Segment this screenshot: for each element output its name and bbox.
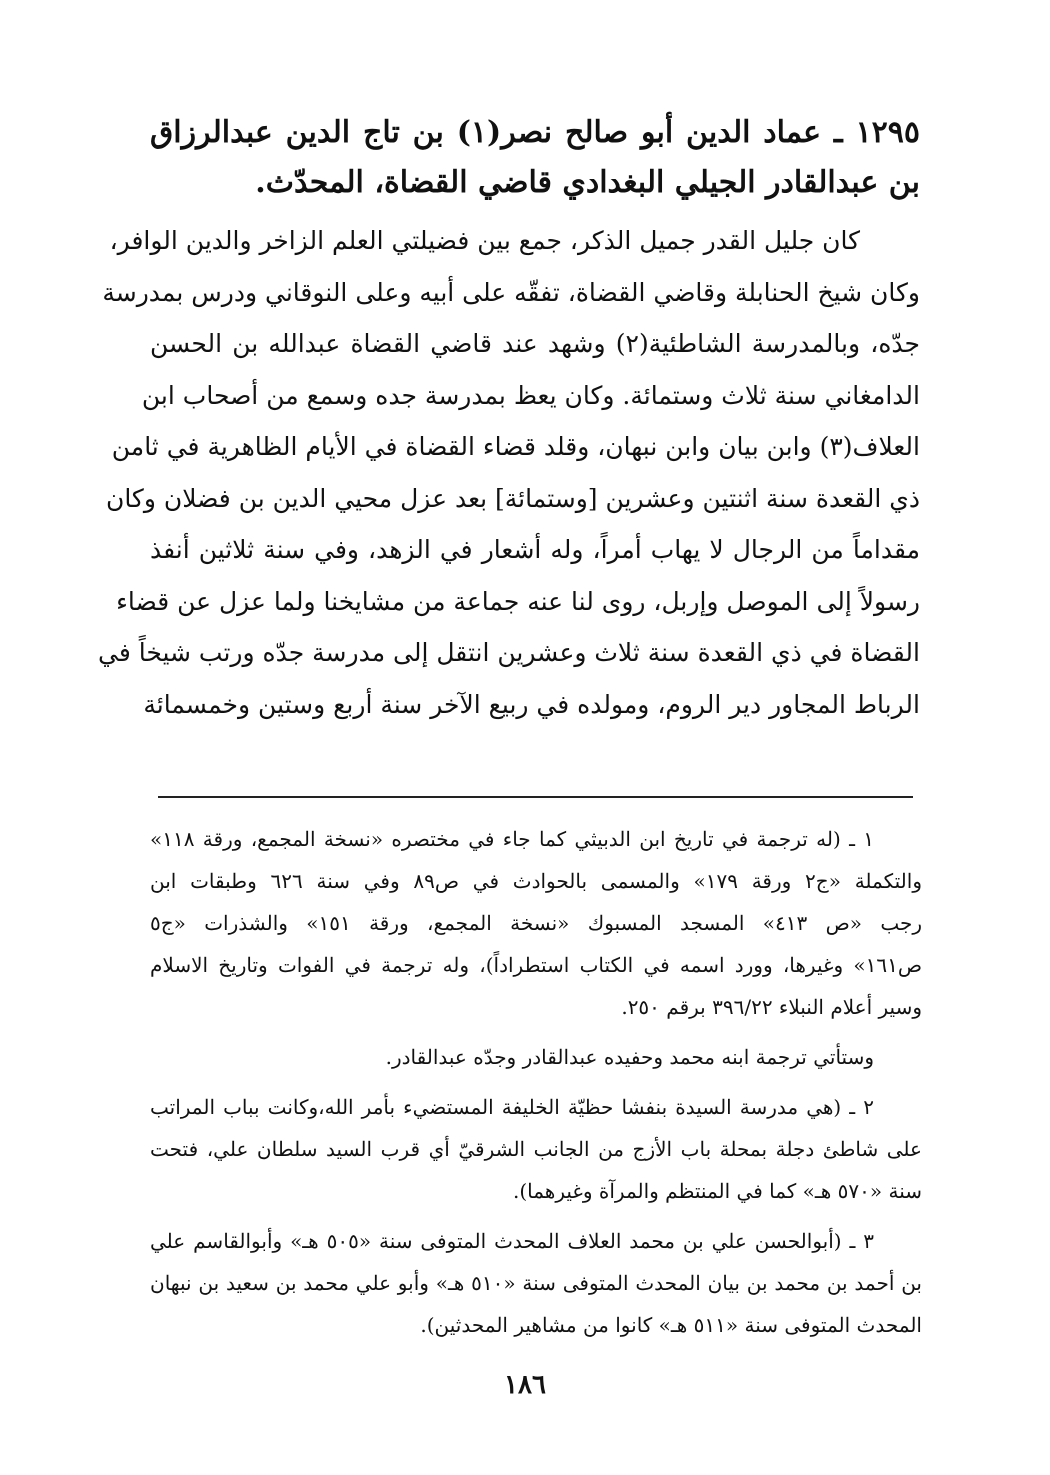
footnote-line: ١ ـ (له ترجمة في تاريخ ابن الدبيثي كما جاء في مختصره «نسخة المجمع، ورقة ١١٨» bbox=[150, 827, 874, 851]
footnote-line: ٣ ـ (أبوالحسن علي بن محمد العلاف المحدث المتوفى سنة «٥٠٥ هـ» وأبوالقاسم علي bbox=[150, 1229, 874, 1253]
footnote-line: وسير أعلام النبلاء ٣٩٦/٢٢ برقم ٢٥٠. bbox=[621, 995, 922, 1019]
footnote-line: على شاطئ دجلة بمحلة باب الأزج من الجانب الشرقيّ أي قرب السيد سلطان علي، فتحت bbox=[150, 1137, 922, 1161]
footnote-line: سنة «٥٧٠ هـ» كما في المنتظم والمرآة وغيرهما). bbox=[512, 1179, 922, 1203]
footnote-line: وستأتي ترجمة ابنه محمد وحفيده عبدالقادر وجدّه عبدالقادر. bbox=[385, 1045, 874, 1069]
body-line: العلاف(٣) وابن بيان وابن نبهان، وقلد قضاء القضاة في الأيام الظاهرية في ثامن bbox=[111, 432, 920, 461]
footnote-2 bbox=[150, 1086, 922, 1212]
body-line: ذي القعدة سنة اثنتين وعشرين [وستمائة] بعد عزل محيي الدين بن فضلان وكان bbox=[105, 483, 920, 513]
body-line: مقداماً من الرجال لا يهاب أمراً، وله أشعار في الزهد، وفي سنة ثلاثين أنفذ bbox=[150, 535, 920, 564]
body-line: كان جليل القدر جميل الذكر، جمع بين فضيلتي العلم الزاخر والدين الوافر، bbox=[109, 226, 860, 255]
footnote-line: ٢ ـ (هي مدرسة السيدة بنفشا حظيّة الخليفة المستضيء بأمر الله،وكانت بباب المراتب bbox=[150, 1095, 874, 1119]
footnotes bbox=[150, 818, 922, 1346]
footnote-line: بن أحمد بن محمد بن بيان المحدث المتوفى سنة «٥١٠ هـ» وأبو علي محمد بن سعيد بن نبهان bbox=[150, 1271, 922, 1295]
body-line: جدّه، وبالمدرسة الشاطئية(٢) وشهد عند قاضي القضاة عبدالله بن الحسن bbox=[150, 329, 920, 358]
footnote-line: والتكملة «ج٢ ورقة ١٧٩» والمسمى بالحوادث في ص٨٩ وفي سنة ٦٢٦ وطبقات ابن bbox=[150, 869, 922, 893]
entry-heading: ١٢٩٥ ـ عماد الدين أبو صالح نصر(١) بن تاج الدين عبدالرزاق بن عبدالقادر الجيلي البغدادي قاضي القضاة، المحدّث. bbox=[150, 115, 920, 200]
footnote-3 bbox=[150, 1220, 922, 1346]
body-line: القضاة في ذي القعدة سنة ثلاث وعشرين انتقل إلى مدرسة جدّه ورتب شيخاً في bbox=[98, 638, 920, 667]
footnote-1 bbox=[150, 818, 922, 1078]
body-line: وكان شيخ الحنابلة وقاضي القضاة، تفقّه على أبيه وعلى النوقاني ودرس بمدرسة bbox=[102, 277, 920, 307]
main-text bbox=[98, 215, 920, 730]
body-line: الدامغاني سنة ثلاث وستمائة. وكان يعظ بمدرسة جده وسمع من أصحاب ابن bbox=[141, 380, 920, 410]
footnote-line: المحدث المتوفى سنة «٥١١ هـ» كانوا من مشاهير المحدثين). bbox=[420, 1313, 922, 1337]
footnote-separator bbox=[158, 796, 913, 798]
footnote-line: ص١٦١» وغيرها، وورد اسمه في الكتاب استطراداً)، وله ترجمة في الفوات وتاريخ الاسلام bbox=[150, 953, 922, 977]
footnote-line: رجب «ص ٤١٣» المسجد المسبوك «نسخة المجمع، ورقة ١٥١» والشذرات «ج٥ bbox=[150, 911, 922, 935]
body-line: الرباط المجاور دير الروم، ومولده في ربيع الآخر سنة أربع وستين وخمسمائة bbox=[143, 689, 920, 719]
body-line: رسولاً إلى الموصل وإربل، روى لنا عنه جماعة من مشايخنا ولما عزل عن قضاء bbox=[116, 586, 920, 616]
page-number: ١٨٦ bbox=[504, 1370, 546, 1400]
